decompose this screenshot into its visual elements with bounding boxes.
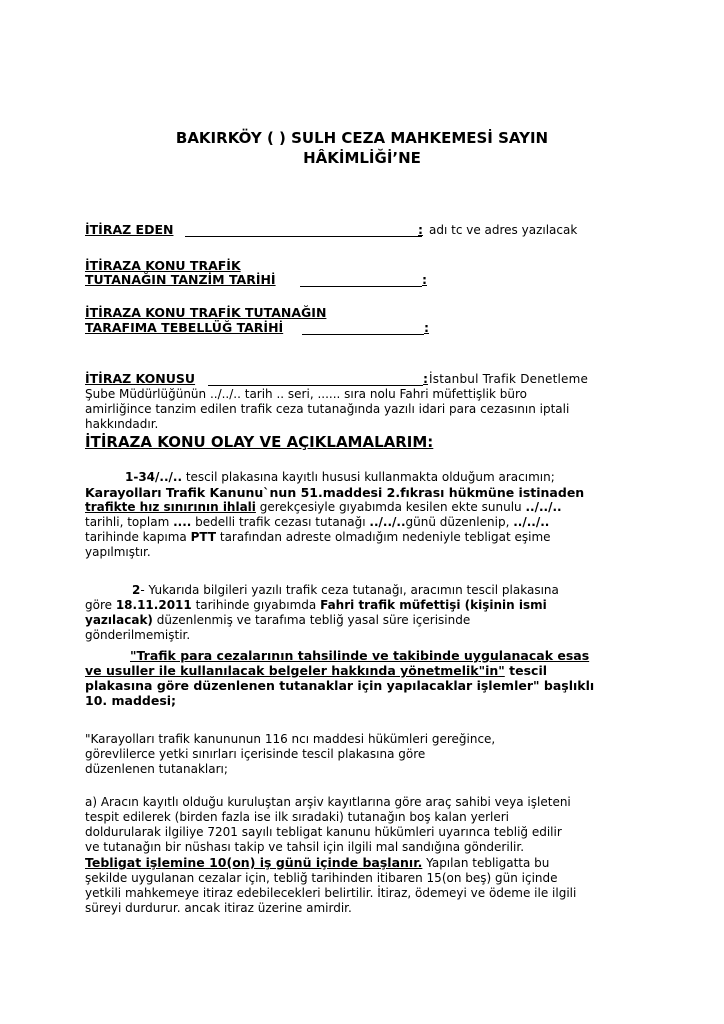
p4-line-3: düzenlenen tutanakları; [85,762,228,776]
p5-line-7: yetkili mahkemeye itiraz edebilecekleri belirtilir. İtiraz, ödemeyi ve ödeme ile ilgili [85,886,577,900]
p1-line-2: Karayolları Trafik Kanunu`nun 51.maddesi 2.fıkrası hükmüne istinaden [85,485,585,500]
tebellug-label-line-1: İTİRAZA KONU TRAFİK TUTANAĞIN [85,305,327,320]
title-line-2: HÂKİMLİĞİ’NE [303,149,421,167]
tebellug-colon: : [424,320,429,335]
p4-line-1: "Karayolları trafik kanununun 116 ncı maddesi hükümleri gereğince, [85,732,496,746]
p5-line-3: doldurularak ilgiliye 7201 sayılı tebligat kanunu hükümleri uyarınca tebliğ edilir [85,825,562,839]
p1-line-4-text-c: bedelli trafik cezası tutanağı [191,515,370,529]
title-line-1: BAKIRKÖY ( ) SULH CEZA MAHKEMESİ SAYIN [175,129,549,147]
plate-number: 1-34/../.. [125,470,183,484]
p3-line-3: plakasına göre düzenlenen tutanaklar için yapılacaklar işlemler" başlıklı [85,678,595,693]
paragraph-2 [85,583,559,643]
tanzim-label-line-2: TUTANAĞIN TANZİM TARİHİ [85,272,276,287]
p1-line-6: yapılmıştır. [85,545,151,559]
violation-text: trafikte hız sınırının ihlali [85,500,256,514]
p5-line-6: şekilde uygulanan cezalar için, tebliğ tarihinden itibaren 15(on beş) gün içinde [85,871,558,885]
p2-line-4: gönderilmemiştir. [85,628,191,642]
p1-line-1-text: tescil plakasına kayıtlı hususi kullanmakta olduğum aracımın; [182,470,555,484]
p5-line-5-bold: Tebligat işlemine 10(on) iş günü içinde başlanır. [85,855,423,870]
p1-line-4-text-a: tarihli, toplam [85,515,174,529]
paragraph-4 [85,732,495,777]
p1-line-4-text-e: günü düzenlenip, [405,515,514,529]
itiraz-konusu-line-3: amirliğince tanzim edilen trafik ceza tutanağında yazılı idari para cezasının iptali [85,402,570,416]
p5-line-8: süreyi durdurur. ancak itiraz üzerine amirdir. [85,901,352,915]
paragraph-1 [85,470,584,560]
itiraz-eden-label: İTİRAZ EDEN [85,222,174,237]
itiraz-konusu-line-4: hakkındadır. [85,417,159,431]
paragraph-3 [85,648,594,708]
tanzim-colon: : [422,272,427,287]
p5-line-2: tespit edilerek (birden fazla ise ilk sıradaki) tutanağın boş kalan yerleri [85,810,509,824]
p2-line-2-text-c: tarihinde gıyabımda [191,598,321,612]
itiraz-eden-value: adı tc ve adres yazılacak [429,223,578,237]
p5-line-5-text: Yapılan tebligatta bu [422,856,550,870]
p5-line-1: a) Aracın kayıtlı olduğu kuruluştan arşiv kayıtlarına göre araç sahibi veya işleteni [85,795,571,809]
p1-line-5-text-a: tarihinde kapıma [85,530,191,544]
tebellug-underline [302,334,424,335]
itiraz-konusu-label: İTİRAZ KONUSU [85,371,196,386]
itiraz-eden-underline [185,236,422,237]
p2-inspector: Fahri trafik müfettişi (kişinin ismi [320,598,547,612]
p1-line-3-text: gerekçesiyle gıyabımda kesilen ekte sunulu [255,500,526,514]
tebellug-label-line-2: TARAFIMA TEBELLÜĞ TARİHİ [85,320,284,335]
p1-line-5-ptt: PTT [190,530,217,544]
p3-line-4: 10. maddesi; [85,693,177,708]
p1-line-3-date: ../../.. [525,500,562,514]
p3-line-2-underlined: ve usuller ile kullanılacak belgeler hakkında yönetmelik"in" [85,663,505,678]
p3-line-1: "Trafik para cezalarının tahsilinde ve takibinde uygulanacak esas [130,648,590,663]
p2-number: 2 [132,583,141,597]
p2-line-3-text: düzenlenmiş ve tarafıma tebliğ yasal süre içerisinde [152,613,471,627]
p2-line-3-bold: yazılacak) [85,613,153,627]
section-heading: İTİRAZA KONU OLAY VE AÇIKLAMALARIM: [85,433,434,451]
itiraz-konusu-colon: : [423,371,428,386]
p2-date: 18.11.2011 [115,598,192,612]
p1-line-4-date-1: ../../.. [369,515,406,529]
p1-line-4-amount: .... [173,515,192,529]
p4-line-2: görevlilerce yetki sınırları içerisinde tescil plakasına göre [85,747,426,761]
tanzim-underline [300,286,422,287]
p1-line-5-text-c: tarafından adreste olmadığım nedeniyle tebligat eşime [216,530,551,544]
paragraph-5 [85,795,576,916]
tanzim-label-line-1: İTİRAZA KONU TRAFİK [85,258,241,273]
itiraz-konusu-underline [208,385,423,386]
p3-line-2-text: tescil [504,663,548,678]
p1-line-4-date-2: ../../.. [513,515,550,529]
itiraz-konusu-line-2: Şube Müdürlüğünün ../../.. tarih .. seri, ...... sıra nolu Fahri müfettişlik büro [85,387,527,401]
p2-line-2-text-a: göre [85,598,116,612]
itiraz-eden-colon: : [418,222,423,237]
itiraz-konusu-line-1: İstanbul Trafik Denetleme [429,372,589,386]
p2-line-1-text: - Yukarıda bilgileri yazılı trafik ceza tutanağı, aracımın tescil plakasına [140,583,559,597]
p5-line-4: ve tutanağın bir nüshası takip ve tahsil için ilgili mal sandığına gönderilir. [85,840,525,854]
